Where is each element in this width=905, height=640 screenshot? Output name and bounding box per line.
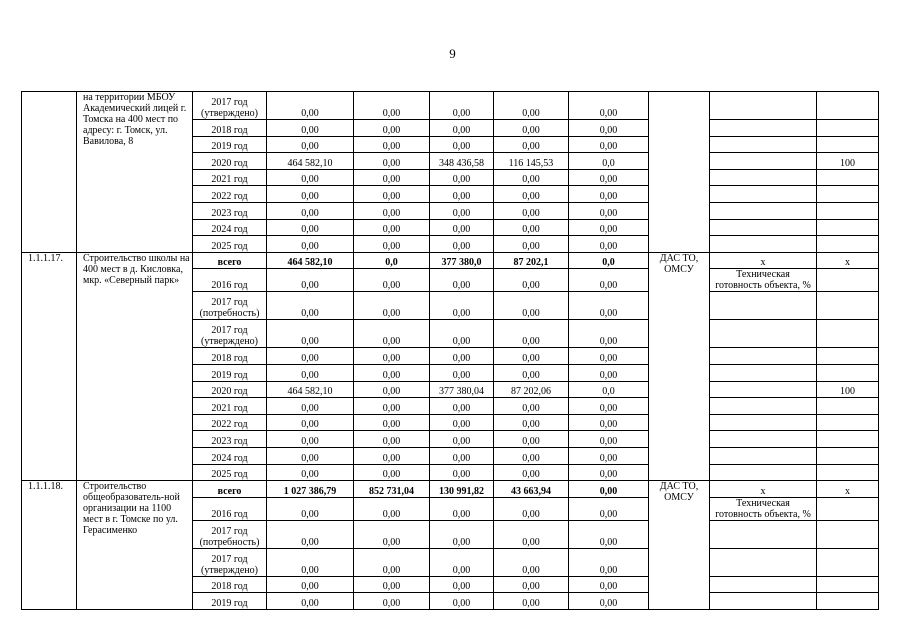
item-code: 1.1.1.18. (22, 481, 77, 610)
year-cell: 2024 год (193, 219, 267, 236)
amount-cell: 0,00 (430, 348, 494, 365)
amount-cell: 0,0 (569, 381, 649, 398)
amount-cell: 0,00 (267, 593, 354, 610)
year-cell: 2023 год (193, 202, 267, 219)
amount-cell: 0,00 (354, 548, 430, 576)
amount-cell: 0,00 (430, 269, 494, 292)
amount-cell: 0,00 (267, 120, 354, 137)
indicator-value-cell (817, 497, 879, 520)
year-cell: 2019 год (193, 136, 267, 153)
amount-cell: 0,00 (267, 348, 354, 365)
amount-cell: 1 027 386,79 (267, 481, 354, 498)
year-cell: 2017 год (потребность) (193, 292, 267, 320)
amount-cell: 0,00 (430, 364, 494, 381)
amount-cell: 0,00 (494, 136, 569, 153)
amount-cell: 852 731,04 (354, 481, 430, 498)
table-row (22, 481, 879, 498)
amount-cell: 0,00 (354, 153, 430, 170)
amount-cell: 377 380,04 (430, 381, 494, 398)
amount-cell: 0,00 (354, 431, 430, 448)
indicator-cell (710, 236, 817, 253)
year-cell: 2020 год (193, 153, 267, 170)
year-cell: 2021 год (193, 398, 267, 415)
amount-cell: 0,00 (267, 576, 354, 593)
amount-cell: 0,00 (267, 236, 354, 253)
amount-cell: 0,00 (569, 398, 649, 415)
amount-cell: 0,00 (430, 593, 494, 610)
amount-cell: 0,00 (569, 364, 649, 381)
year-cell: 2018 год (193, 576, 267, 593)
indicator-value-cell (817, 348, 879, 365)
amount-cell: 0,00 (354, 364, 430, 381)
amount-cell: 0,00 (267, 548, 354, 576)
indicator-cell (710, 320, 817, 348)
amount-cell: 0,00 (569, 219, 649, 236)
amount-cell: 0,00 (494, 364, 569, 381)
indicator-cell (710, 348, 817, 365)
amount-cell: 0,00 (494, 431, 569, 448)
amount-cell: 0,00 (354, 120, 430, 137)
indicator-value-cell (817, 364, 879, 381)
amount-cell: 130 991,82 (430, 481, 494, 498)
indicator-cell: Техническая готовность объекта, % (710, 497, 817, 520)
indicator-cell (710, 447, 817, 464)
amount-cell: 0,0 (569, 252, 649, 269)
indicator-cell: Техническая готовность объекта, % (710, 269, 817, 292)
amount-cell: 0,00 (569, 548, 649, 576)
amount-cell: 116 145,53 (494, 153, 569, 170)
amount-cell: 464 582,10 (267, 381, 354, 398)
amount-cell: 0,0 (354, 252, 430, 269)
indicator-cell (710, 414, 817, 431)
indicator-value-cell: x (817, 252, 879, 269)
amount-cell: 0,00 (569, 576, 649, 593)
amount-cell: 0,00 (494, 447, 569, 464)
amount-cell: 0,00 (267, 520, 354, 548)
amount-cell: 0,00 (267, 464, 354, 481)
year-cell: 2022 год (193, 186, 267, 203)
amount-cell: 0,00 (494, 548, 569, 576)
indicator-value-cell (817, 576, 879, 593)
amount-cell: 0,00 (430, 464, 494, 481)
amount-cell: 0,00 (494, 269, 569, 292)
amount-cell: 0,00 (354, 219, 430, 236)
amount-cell: 0,00 (569, 414, 649, 431)
amount-cell: 0,00 (569, 520, 649, 548)
amount-cell: 0,00 (267, 92, 354, 120)
amount-cell: 0,00 (569, 292, 649, 320)
amount-cell: 0,0 (569, 153, 649, 170)
amount-cell: 0,00 (267, 497, 354, 520)
indicator-cell (710, 120, 817, 137)
indicator-value-cell (817, 398, 879, 415)
amount-cell: 0,00 (267, 414, 354, 431)
item-name: Строительство общеобразователь-ной организации на 1100 мест в г. Томске по ул. Герасименко (77, 481, 193, 610)
amount-cell: 0,00 (494, 292, 569, 320)
indicator-value-cell (817, 92, 879, 120)
indicator-value-cell: x (817, 481, 879, 498)
amount-cell: 0,00 (354, 186, 430, 203)
amount-cell: 0,00 (354, 292, 430, 320)
year-cell: 2024 год (193, 447, 267, 464)
amount-cell: 0,00 (494, 202, 569, 219)
amount-cell: 0,00 (430, 169, 494, 186)
amount-cell: 0,00 (267, 447, 354, 464)
indicator-value-cell (817, 202, 879, 219)
amount-cell: 0,00 (494, 120, 569, 137)
table-row (22, 252, 879, 269)
amount-cell: 0,00 (430, 398, 494, 415)
amount-cell: 0,00 (569, 464, 649, 481)
amount-cell: 0,00 (494, 348, 569, 365)
indicator-cell (710, 92, 817, 120)
amount-cell: 0,00 (354, 447, 430, 464)
amount-cell: 0,00 (267, 202, 354, 219)
amount-cell: 0,00 (354, 464, 430, 481)
amount-cell: 0,00 (494, 92, 569, 120)
amount-cell: 0,00 (267, 364, 354, 381)
amount-cell: 0,00 (569, 92, 649, 120)
amount-cell: 0,00 (354, 169, 430, 186)
amount-cell: 0,00 (354, 576, 430, 593)
indicator-value-cell (817, 593, 879, 610)
amount-cell: 0,00 (267, 186, 354, 203)
executor-cell: ДАС ТО, ОМСУ (649, 481, 710, 610)
amount-cell: 0,00 (430, 414, 494, 431)
amount-cell: 0,00 (494, 576, 569, 593)
indicator-value-cell (817, 320, 879, 348)
year-cell: 2017 год (утверждено) (193, 320, 267, 348)
amount-cell: 0,00 (267, 398, 354, 415)
amount-cell: 0,00 (569, 120, 649, 137)
executor-cell: ДАС ТО, ОМСУ (649, 252, 710, 480)
amount-cell: 0,00 (430, 202, 494, 219)
indicator-cell (710, 593, 817, 610)
amount-cell: 0,00 (430, 497, 494, 520)
amount-cell: 0,00 (569, 447, 649, 464)
indicator-cell: x (710, 252, 817, 269)
amount-cell: 0,00 (494, 464, 569, 481)
year-cell: всего (193, 252, 267, 269)
amount-cell: 0,00 (430, 292, 494, 320)
amount-cell: 0,00 (494, 236, 569, 253)
amount-cell: 87 202,06 (494, 381, 569, 398)
amount-cell: 0,00 (569, 186, 649, 203)
year-cell: 2016 год (193, 497, 267, 520)
indicator-cell (710, 398, 817, 415)
table-row (22, 92, 879, 120)
amount-cell: 0,00 (430, 92, 494, 120)
indicator-value-cell (817, 548, 879, 576)
indicator-cell (710, 381, 817, 398)
year-cell: 2017 год (утверждено) (193, 548, 267, 576)
amount-cell: 0,00 (494, 520, 569, 548)
amount-cell: 0,00 (354, 92, 430, 120)
amount-cell: 0,00 (430, 136, 494, 153)
indicator-value-cell (817, 464, 879, 481)
amount-cell: 0,00 (354, 593, 430, 610)
indicator-value-cell: 100 (817, 381, 879, 398)
budget-table (21, 91, 879, 610)
year-cell: 2023 год (193, 431, 267, 448)
amount-cell: 0,00 (267, 292, 354, 320)
indicator-cell (710, 364, 817, 381)
amount-cell: 0,00 (569, 169, 649, 186)
amount-cell: 0,00 (494, 219, 569, 236)
item-code: 1.1.1.17. (22, 252, 77, 480)
year-cell: 2017 год (потребность) (193, 520, 267, 548)
amount-cell: 43 663,94 (494, 481, 569, 498)
indicator-value-cell (817, 292, 879, 320)
indicator-value-cell (817, 447, 879, 464)
indicator-value-cell (817, 236, 879, 253)
amount-cell: 0,00 (430, 236, 494, 253)
amount-cell: 0,00 (494, 497, 569, 520)
amount-cell: 0,00 (267, 136, 354, 153)
amount-cell: 0,00 (354, 202, 430, 219)
amount-cell: 0,00 (569, 269, 649, 292)
indicator-cell (710, 464, 817, 481)
amount-cell: 0,00 (354, 398, 430, 415)
amount-cell: 0,00 (430, 548, 494, 576)
indicator-cell (710, 169, 817, 186)
indicator-cell (710, 292, 817, 320)
amount-cell: 0,00 (569, 236, 649, 253)
amount-cell: 0,00 (267, 431, 354, 448)
amount-cell: 0,00 (430, 431, 494, 448)
page-number: 9 (449, 46, 456, 61)
indicator-cell (710, 153, 817, 170)
year-cell: 2019 год (193, 593, 267, 610)
indicator-value-cell (817, 269, 879, 292)
year-cell: 2020 год (193, 381, 267, 398)
amount-cell: 0,00 (569, 497, 649, 520)
indicator-value-cell (817, 414, 879, 431)
amount-cell: 0,00 (494, 398, 569, 415)
year-cell: 2018 год (193, 348, 267, 365)
amount-cell: 0,00 (354, 520, 430, 548)
indicator-value-cell (817, 169, 879, 186)
indicator-cell (710, 202, 817, 219)
amount-cell: 0,00 (267, 219, 354, 236)
indicator-cell (710, 431, 817, 448)
amount-cell: 0,00 (267, 269, 354, 292)
amount-cell: 0,00 (354, 269, 430, 292)
amount-cell: 0,00 (430, 120, 494, 137)
amount-cell: 0,00 (569, 593, 649, 610)
amount-cell: 0,00 (569, 481, 649, 498)
indicator-value-cell (817, 120, 879, 137)
executor-cell (649, 92, 710, 253)
amount-cell: 0,00 (267, 320, 354, 348)
amount-cell: 0,00 (430, 447, 494, 464)
amount-cell: 0,00 (569, 320, 649, 348)
amount-cell: 0,00 (430, 219, 494, 236)
item-name: на территории МБОУ Академический лицей г. Томска на 400 мест по адресу: г. Томск, ул. Вавилова, 8 (77, 92, 193, 253)
amount-cell: 0,00 (354, 381, 430, 398)
amount-cell: 464 582,10 (267, 153, 354, 170)
amount-cell: 0,00 (354, 320, 430, 348)
amount-cell: 0,00 (494, 320, 569, 348)
amount-cell: 0,00 (430, 186, 494, 203)
amount-cell: 0,00 (569, 431, 649, 448)
amount-cell: 0,00 (354, 236, 430, 253)
indicator-value-cell: 100 (817, 153, 879, 170)
amount-cell: 0,00 (494, 169, 569, 186)
amount-cell: 0,00 (267, 169, 354, 186)
year-cell: 2016 год (193, 269, 267, 292)
indicator-cell: x (710, 481, 817, 498)
amount-cell: 0,00 (494, 593, 569, 610)
year-cell: 2017 год (утверждено) (193, 92, 267, 120)
indicator-cell (710, 576, 817, 593)
amount-cell: 0,00 (569, 136, 649, 153)
indicator-cell (710, 186, 817, 203)
amount-cell: 0,00 (494, 186, 569, 203)
amount-cell: 0,00 (354, 348, 430, 365)
year-cell: 2025 год (193, 236, 267, 253)
year-cell: 2022 год (193, 414, 267, 431)
indicator-cell (710, 219, 817, 236)
indicator-cell (710, 136, 817, 153)
amount-cell: 0,00 (354, 414, 430, 431)
amount-cell: 464 582,10 (267, 252, 354, 269)
amount-cell: 0,00 (569, 202, 649, 219)
indicator-value-cell (817, 186, 879, 203)
year-cell: всего (193, 481, 267, 498)
amount-cell: 0,00 (569, 348, 649, 365)
amount-cell: 0,00 (494, 414, 569, 431)
item-name: Строительство школы на 400 мест в д. Кисловка, мкр. «Северный парк» (77, 252, 193, 480)
item-code (22, 92, 77, 253)
indicator-cell (710, 548, 817, 576)
amount-cell: 0,00 (430, 320, 494, 348)
indicator-value-cell (817, 136, 879, 153)
amount-cell: 348 436,58 (430, 153, 494, 170)
year-cell: 2019 год (193, 364, 267, 381)
indicator-cell (710, 520, 817, 548)
amount-cell: 87 202,1 (494, 252, 569, 269)
indicator-value-cell (817, 520, 879, 548)
amount-cell: 0,00 (354, 497, 430, 520)
amount-cell: 377 380,0 (430, 252, 494, 269)
amount-cell: 0,00 (430, 576, 494, 593)
year-cell: 2018 год (193, 120, 267, 137)
indicator-value-cell (817, 431, 879, 448)
year-cell: 2025 год (193, 464, 267, 481)
amount-cell: 0,00 (430, 520, 494, 548)
amount-cell: 0,00 (354, 136, 430, 153)
year-cell: 2021 год (193, 169, 267, 186)
indicator-value-cell (817, 219, 879, 236)
